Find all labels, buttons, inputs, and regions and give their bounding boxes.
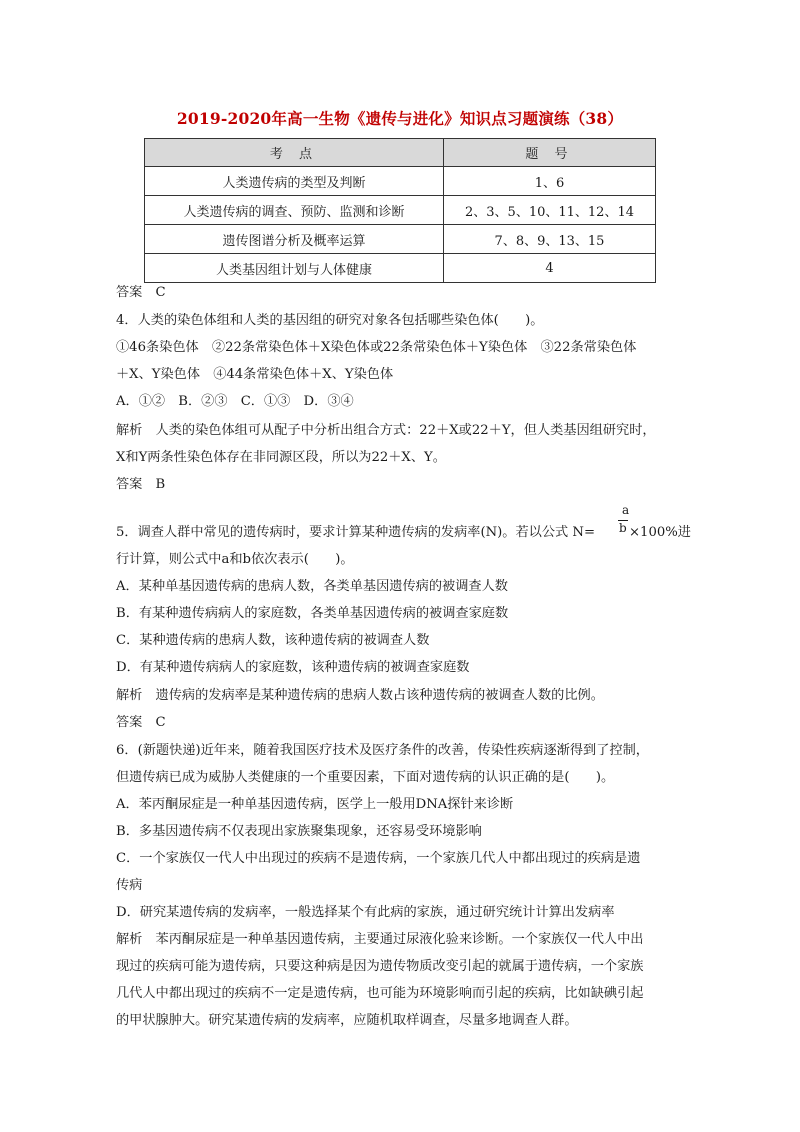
question-4: 4．人类的染色体组和人类的基因组的研究对象各包括哪些染色体( )。 xyxy=(116,313,544,328)
option-c: C．某种遗传病的患病人数，该种遗传病的被调查人数 xyxy=(116,633,430,648)
option-a: A．某种单基因遗传病的患病人数，各类单基因遗传病的被调查人数 xyxy=(116,579,508,594)
table-cell: 人类遗传病的类型及判断 xyxy=(145,167,444,196)
formula-denominator: b xyxy=(619,521,627,535)
answer-line: 答案 B xyxy=(116,477,166,492)
question-4-options: A．①② B．②③ C．①③ D．③④ xyxy=(116,394,354,409)
option-d: D．研究某遗传病的发病率，一般选择某个有此病的家族，通过研究统计计算出发病率 xyxy=(116,905,615,920)
table-cell: 2、3、5、10、11、12、14 xyxy=(444,196,656,225)
analysis-line: X和Y两条性染色体存在非同源区段，所以为22＋X、Y。 xyxy=(116,450,446,465)
option-c: C．一个家族仅一代人中出现过的疾病不是遗传病，一个家族几代人中都出现过的疾病是遗 xyxy=(116,851,641,866)
table-cell: 人类基因组计划与人体健康 xyxy=(145,254,444,283)
table-header-topic: 考 点 xyxy=(145,139,444,167)
question-4-statements-cont: ＋X、Y染色体 ④44条常染色体＋X、Y染色体 xyxy=(116,367,394,382)
table-cell: 遗传图谱分析及概率运算 xyxy=(145,225,444,254)
table-cell: 4 xyxy=(444,254,656,283)
table-row xyxy=(145,225,656,254)
option-a: A．苯丙酮尿症是一种单基因遗传病，医学上一般用DNA探针来诊断 xyxy=(116,797,514,812)
table-row xyxy=(145,196,656,225)
question-5-formula-tail: ×100%进 xyxy=(629,525,691,540)
topic-table xyxy=(144,138,656,283)
analysis-line: 的甲状腺肿大。研究某遗传病的发病率，应随机取样调查，尽量多地调查人群。 xyxy=(116,1013,578,1028)
analysis-line: 解析 苯丙酮尿症是一种单基因遗传病，主要通过尿液化验来诊断。一个家族仅一代人中出 xyxy=(116,932,644,947)
option-d: D．有某种遗传病病人的家庭数，该种遗传病的被调查家庭数 xyxy=(116,660,470,675)
table-cell: 人类遗传病的调查、预防、监测和诊断 xyxy=(145,196,444,225)
option-b: B．多基因遗传病不仅表现出家族聚集现象，还容易受环境影响 xyxy=(116,824,482,839)
question-5-cont: 行计算，则公式中a和b依次表示( )。 xyxy=(116,552,354,567)
formula-numerator: a xyxy=(622,503,630,517)
analysis-line: 解析 遗传病的发病率是某种遗传病的患病人数占该种遗传病的被调查人数的比例。 xyxy=(116,688,604,703)
table-header-questions: 题 号 xyxy=(444,139,656,167)
table-header-row xyxy=(145,139,656,167)
option-b: B．有某种遗传病病人的家庭数，各类单基因遗传病的被调查家庭数 xyxy=(116,606,509,621)
question-6: 6．(新题快递)近年来，随着我国医疗技术及医疗条件的改善，传染性疾病逐渐得到了控制， xyxy=(116,743,649,758)
question-4-statements: ①46条染色体 ②22条常染色体＋X染色体或22条常染色体＋Y染色体 ③22条常染色体 xyxy=(116,340,637,355)
analysis-line: 几代人中都出现过的疾病不一定是遗传病，也可能为环境影响而引起的疾病，比如缺碘引起 xyxy=(116,986,644,1001)
page-title: 2019-2020年高一生物《遗传与进化》知识点习题演练（38） xyxy=(176,109,624,128)
table-row xyxy=(145,167,656,196)
table-row xyxy=(145,254,656,283)
answer-line: 答案 C xyxy=(116,715,166,730)
question-6-cont: 但遗传病已成为威胁人类健康的一个重要因素，下面对遗传病的认识正确的是( )。 xyxy=(116,770,615,785)
analysis-line: 解析 人类的染色体组可从配子中分析出组合方式：22＋X或22＋Y，但人类基因组研究时， xyxy=(116,423,656,438)
option-c-cont: 传病 xyxy=(116,878,143,893)
analysis-line: 现过的疾病可能为遗传病，只要这种病是因为遗传物质改变引起的就属于遗传病，一个家族 xyxy=(116,959,644,974)
table-cell: 1、6 xyxy=(444,167,656,196)
table-cell: 7、8、9、13、15 xyxy=(444,225,656,254)
question-5: 5．调查人群中常见的遗传病时，要求计算某种遗传病的发病率(N)。若以公式 N= xyxy=(116,525,595,540)
answer-line: 答案 C xyxy=(116,285,166,300)
